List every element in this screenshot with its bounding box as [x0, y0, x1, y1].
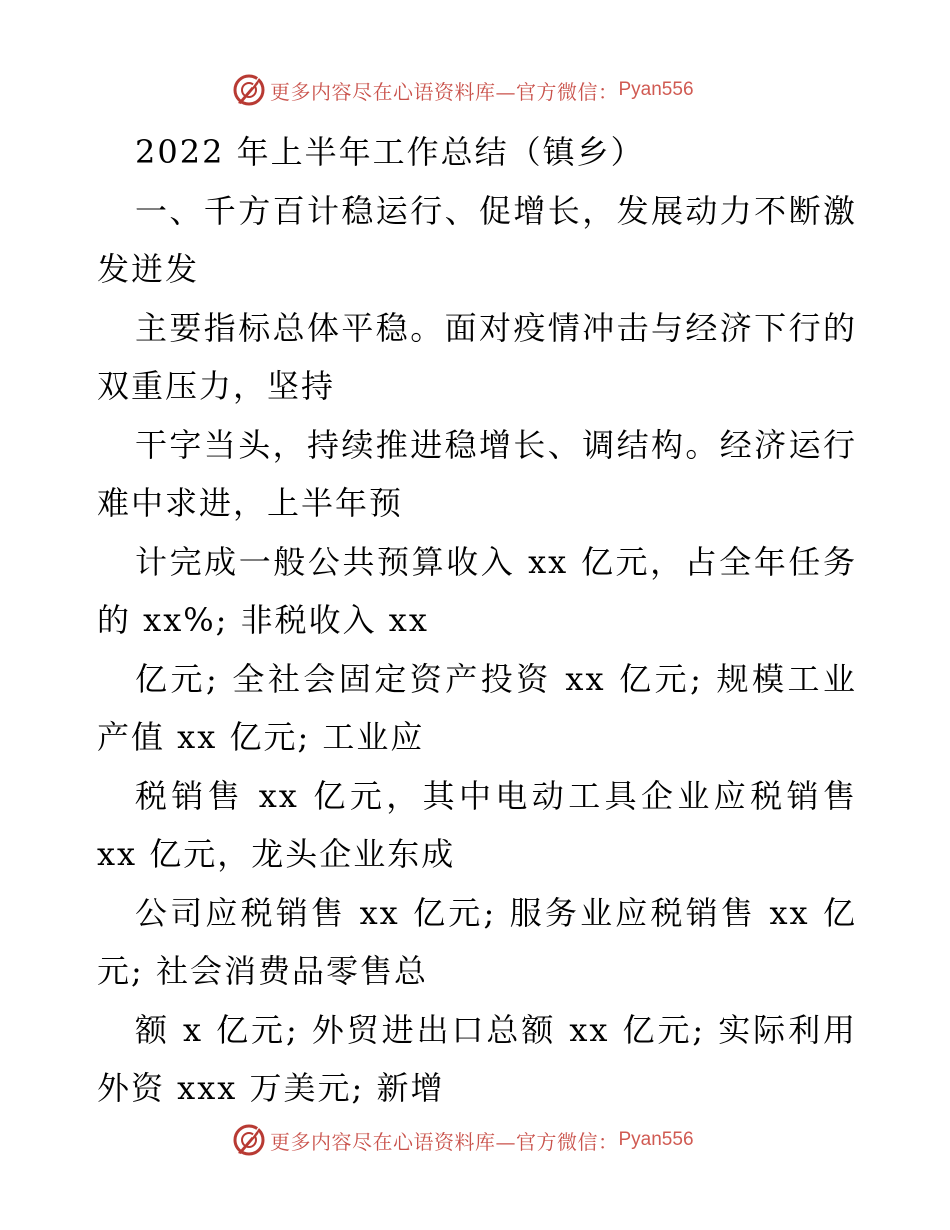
quill-logo-icon [232, 73, 266, 107]
banner-contact: Pyan556 [618, 79, 694, 100]
paragraph-4: 计完成一般公共预算收入 xx 亿元，占全年任务的 xx%; 非税收入 xx [97, 542, 857, 639]
banner-text: 更多内容尽在心语资料库—官方微信： [270, 79, 619, 104]
quill-logo-icon [232, 1123, 266, 1157]
paragraph-6: 税销售 xx 亿元，其中电动工具企业应税销售 xx 亿元，龙头企业东成 [97, 776, 857, 873]
paragraph-7: 公司应税销售 xx 亿元; 服务业应税销售 xx 亿元; 社会消费品零售总 [97, 893, 857, 990]
footer-watermark-banner [232, 1122, 752, 1158]
paragraph-8: 额 x 亿元; 外贸进出口总额 xx 亿元; 实际利用外资 xxx 万美元; 新增 [97, 1010, 857, 1107]
paragraph-1: 一、千方百计稳运行、促增长，发展动力不断激发迸发 [97, 191, 857, 288]
paragraph-3: 干字当头，持续推进稳增长、调结构。经济运行难中求进，上半年预 [97, 425, 857, 522]
banner-contact: Pyan556 [618, 1129, 694, 1150]
paragraph-5: 亿元; 全社会固定资产投资 xx 亿元; 规模工业产值 xx 亿元; 工业应 [97, 659, 857, 756]
document-body [97, 123, 857, 1118]
banner-text: 更多内容尽在心语资料库—官方微信： [270, 1129, 619, 1154]
paragraph-2: 主要指标总体平稳。面对疫情冲击与经济下行的双重压力，坚持 [97, 308, 857, 405]
header-watermark-banner [232, 72, 752, 108]
document-title: 2022 年上半年工作总结（镇乡） [135, 133, 645, 171]
